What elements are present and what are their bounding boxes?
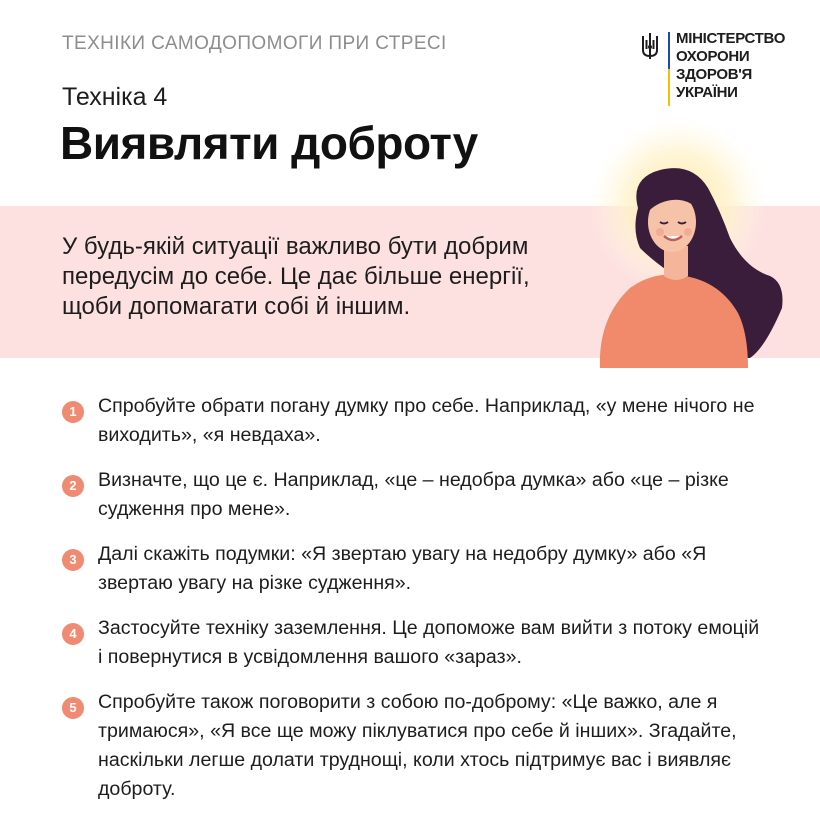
list-item — [62, 466, 762, 524]
step-text: Застосуйте техніку заземлення. Це допоможе вам вийти з потоку емоцій і повернутися в усвідомлення вашого «зараз». — [98, 617, 760, 668]
technique-number: Техніка 4 — [62, 83, 168, 111]
logo-divider-blue — [668, 32, 670, 69]
ministry-logo — [640, 30, 810, 112]
series-label: ТЕХНІКИ САМОДОПОМОГИ ПРИ СТРЕСІ — [62, 33, 447, 54]
list-item — [62, 540, 762, 598]
logo-line: ЗДОРОВ'Я — [676, 66, 753, 83]
step-text: Спробуйте обрати погану думку про себе. Наприклад, «у мене нічого не виходить», «я невдаха». — [98, 395, 755, 446]
logo-line: УКРАЇНИ — [676, 84, 738, 101]
list-item — [62, 614, 762, 672]
step-number-badge: 5 — [62, 697, 84, 719]
step-number-badge: 3 — [62, 549, 84, 571]
steps-list — [62, 392, 762, 820]
logo-line: МІНІСТЕРСТВО — [676, 30, 786, 47]
trident-icon — [640, 32, 660, 60]
step-number-badge: 1 — [62, 401, 84, 423]
step-text: Далі скажіть подумки: «Я звертаю увагу на недобру думку» або «Я звертаю увагу на різке судження». — [98, 543, 707, 594]
page-title: Виявляти доброту — [60, 117, 478, 169]
step-number-badge: 4 — [62, 623, 84, 645]
step-number-badge: 2 — [62, 475, 84, 497]
step-text: Визначте, що це є. Наприклад, «це – недобра думка» або «це – різке судження про мене». — [98, 469, 729, 520]
logo-text — [676, 30, 785, 102]
logo-line: ОХОРОНИ — [676, 48, 750, 65]
list-item — [62, 688, 762, 804]
step-text: Спробуйте також поговорити з собою по-доброму: «Це важко, але я тримаюся», «Я все ще можу піклуватися про себе й інших». Згадайте, наскільки легше долати труднощі, коли хтось підтримує вас і виявляє доброту. — [98, 691, 737, 800]
intro-text: У будь-якій ситуації важливо бути добрим передусім до себе. Це дає більше енергії, щоби допомагати собі й іншим. — [62, 233, 530, 320]
list-item — [62, 392, 762, 450]
woman-illustration — [560, 118, 820, 368]
